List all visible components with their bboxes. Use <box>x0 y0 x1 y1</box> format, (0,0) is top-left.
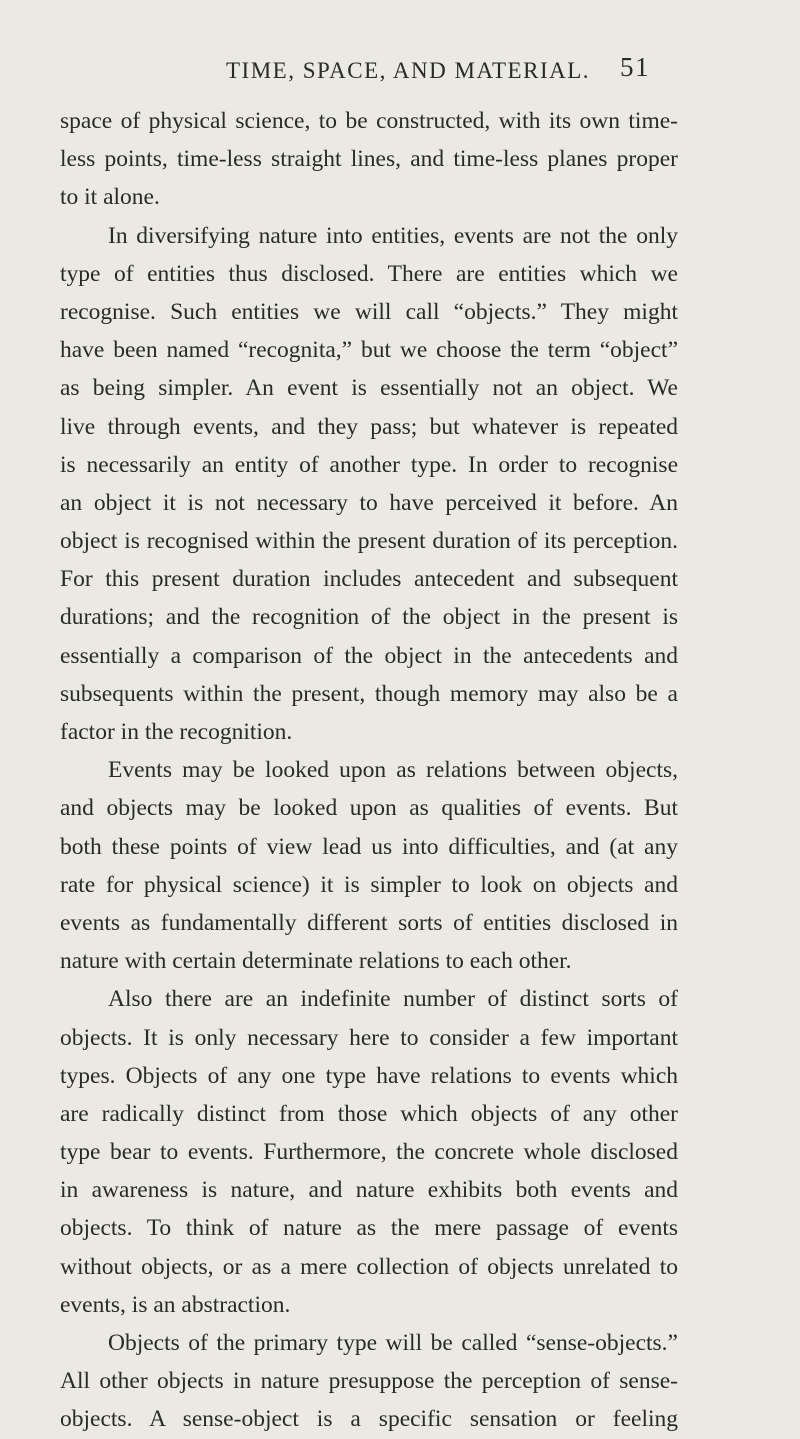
text-line: In diversifying nature into entities, events are not the only <box>108 222 678 249</box>
text-line: events, is an abstraction. <box>60 1291 291 1318</box>
text-line: factor in the recognition. <box>60 719 293 745</box>
text-line: to it alone. <box>60 184 160 211</box>
text-line: object is recognised within the present duration of its perception. <box>60 528 678 555</box>
text-line: objects. A sense-object is a specific sensation or feeling <box>60 1406 678 1433</box>
text-line: without objects, or as a mere collection of objects unrelated to <box>60 1253 678 1280</box>
text-line: less points, time-less straight lines, and time-less planes proper <box>60 146 678 173</box>
text-line: in awareness is nature, and nature exhibits both events and <box>60 1177 678 1204</box>
text-line: both these points of view lead us into difficulties, and (at any <box>60 833 678 860</box>
body-text <box>60 102 678 1439</box>
text-line: Also there are an indefinite number of distinct sorts of <box>108 986 678 1013</box>
running-title: TIME, SPACE, AND MATERIAL. <box>226 58 591 83</box>
text-line: durations; and the recognition of the object in the present is <box>60 604 678 631</box>
text-line: an object it is not necessary to have perceived it before. An <box>60 489 678 516</box>
text-line: For this present duration includes antecedent and subsequent <box>60 566 678 593</box>
text-line: types. Objects of any one type have relations to events which <box>60 1062 678 1089</box>
text-line: Events may be looked upon as relations between objects, <box>108 757 678 784</box>
text-line: rate for physical science) it is simpler to look on objects and <box>60 871 678 898</box>
text-line: is necessarily an entity of another type. In order to recognise <box>60 451 678 478</box>
text-line: essentially a comparison of the object in the antecedents and <box>60 642 678 669</box>
text-line: events as fundamentally different sorts of entities disclosed in <box>60 909 678 936</box>
page-number: 51 <box>620 52 650 82</box>
text-line: objects. It is only necessary here to consider a few important <box>60 1024 678 1051</box>
text-line: subsequents within the present, though memory may also be a <box>60 680 678 707</box>
text-line: are radically distinct from those which objects of any other <box>60 1100 678 1127</box>
text-line: All other objects in nature presuppose the perception of sense- <box>60 1368 678 1395</box>
text-line: and objects may be looked upon as qualities of events. But <box>60 795 678 822</box>
text-line: space of physical science, to be constructed, with its own time- <box>60 108 678 134</box>
text-line: recognise. Such entities we will call “objects.” They might <box>60 298 678 325</box>
text-line: have been named “recognita,” but we choose the term “object” <box>60 337 678 364</box>
text-line: Objects of the primary type will be called “sense-objects.” <box>108 1330 678 1356</box>
text-line: as being simpler. An event is essentially not an object. We <box>60 375 678 402</box>
text-line: live through events, and they pass; but whatever is repeated <box>60 413 678 440</box>
text-line: nature with certain determinate relations to each other. <box>60 948 572 975</box>
text-line: type bear to events. Furthermore, the concrete whole disclosed <box>60 1139 678 1166</box>
text-line: objects. To think of nature as the mere passage of events <box>60 1215 678 1242</box>
page-header <box>0 50 800 86</box>
text-line: type of entities thus disclosed. There are entities which we <box>60 260 678 287</box>
